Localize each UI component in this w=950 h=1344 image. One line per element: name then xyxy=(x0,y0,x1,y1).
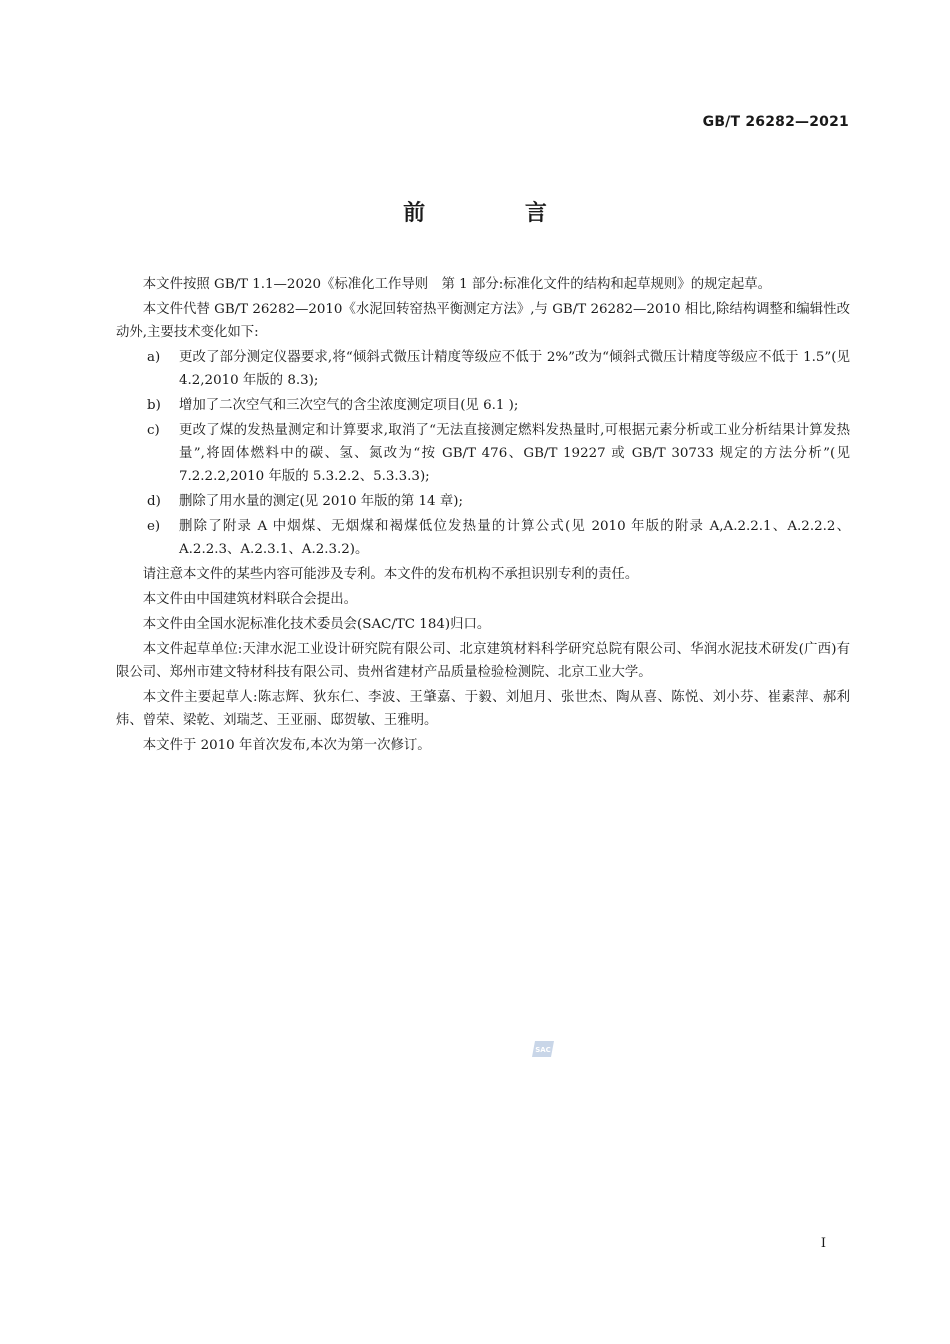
paragraph-committee: 本文件由全国水泥标准化技术委员会(SAC/TC 184)归口。 xyxy=(142,617,491,632)
paragraph-history: 本文件于 2010 年首次发布,本次为第一次修订。 xyxy=(142,738,431,753)
list-item xyxy=(116,346,850,392)
standard-code: GB/T 26282—2021 xyxy=(702,114,849,130)
list-item xyxy=(116,419,850,488)
list-item-text: 更改了部分测定仪器要求,将“倾斜式微压计精度等级应不低于 2%”改为“倾斜式微压计精度等级应不低于 1.5”(见 4.2,2010 年版的 8.3); xyxy=(179,350,850,388)
list-item-text: 更改了煤的发热量测定和计算要求,取消了“无法直接测定燃料发热量时,可根据元素分析或工业分析结果计算发热量”,将固体燃料中的碳、氢、氮改为“按 GB/T 476、GB/T 19227 或 GB/T 30733 规定的方法分析”(见 7.2.2.2,2010 年版的 5.3.2.2、5.3.3.3); xyxy=(179,423,850,484)
list-item-label: d) xyxy=(147,494,161,509)
list-item xyxy=(116,490,850,513)
list-item xyxy=(116,394,850,417)
document-body xyxy=(116,273,850,759)
page-number: I xyxy=(820,1236,826,1251)
list-item-label: b) xyxy=(147,398,161,413)
list-item-text: 删除了用水量的测定(见 2010 年版的第 14 章); xyxy=(179,494,463,509)
page-title: 前 言 xyxy=(403,201,593,226)
paragraph-replacement: 本文件代替 GB/T 26282—2010《水泥回转窑热平衡测定方法》,与 GB/T 26282—2010 相比,除结构调整和编辑性改动外,主要技术变化如下: xyxy=(116,302,850,340)
list-item-text: 删除了附录 A 中烟煤、无烟煤和褐煤低位发热量的计算公式(见 2010 年版的附录 A,A.2.2.1、A.2.2.2、A.2.2.3、A.2.3.1、A.2.3.2)。 xyxy=(179,519,850,557)
paragraph-patent-notice: 请注意本文件的某些内容可能涉及专利。本文件的发布机构不承担识别专利的责任。 xyxy=(142,567,639,582)
paragraph-drafting-units: 本文件起草单位:天津水泥工业设计研究院有限公司、北京建筑材料科学研究总院有限公司、华润水泥技术研发(广西)有限公司、郑州市建文特材科技有限公司、贵州省建材产品质量检验检测院、北京工业大学。 xyxy=(116,642,850,680)
list-item-label: c) xyxy=(147,423,160,438)
watermark-text: SAC xyxy=(535,1046,551,1054)
sac-watermark-logo xyxy=(530,1039,556,1059)
paragraph-drafting-basis: 本文件按照 GB/T 1.1—2020《标准化工作导则 第 1 部分:标准化文件的结构和起草规则》的规定起草。 xyxy=(142,277,772,292)
paragraph-drafters: 本文件主要起草人:陈志辉、狄东仁、李波、王肇嘉、于毅、刘旭月、张世杰、陶从喜、陈悦、刘小芬、崔素萍、郝利炜、曾荣、梁乾、刘瑞芝、王亚丽、邸贺敏、王雅明。 xyxy=(116,690,850,728)
list-item-label: a) xyxy=(147,350,161,365)
list-item-text: 增加了二次空气和三次空气的含尘浓度测定项目(见 6.1 ); xyxy=(179,398,519,413)
list-item xyxy=(116,515,850,561)
paragraph-proposer: 本文件由中国建筑材料联合会提出。 xyxy=(142,592,358,607)
list-item-label: e) xyxy=(147,519,161,534)
